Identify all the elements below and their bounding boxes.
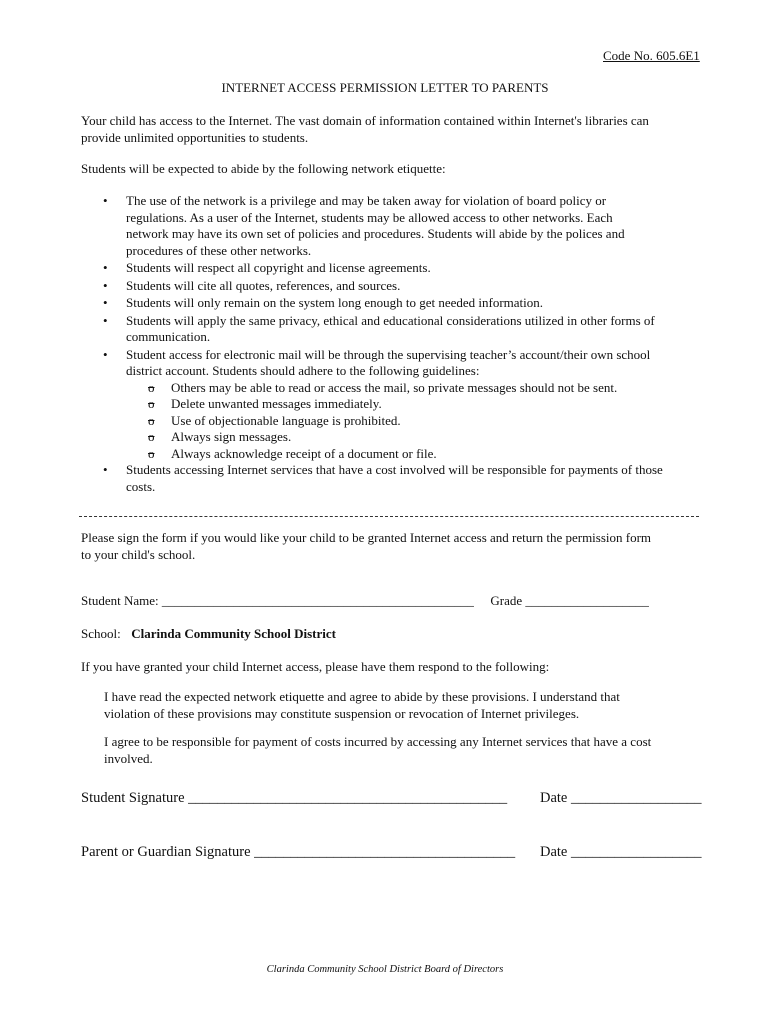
footer-text: Clarinda Community School District Board of Directors — [266, 964, 504, 975]
list-item: • Students will apply the same privacy, ethical and educational considerations utilized in other forms of communication. — [103, 312, 655, 344]
bullet-icon: • — [103, 346, 108, 362]
respond-lead: If you have granted your child Internet access, please have them respond to the following: — [81, 659, 550, 674]
parent-date-field[interactable]: Date __________________ — [540, 844, 702, 860]
agreement-costs: I agree to be responsible for payment of costs incurred by accessing any Internet services that have a cost involved. — [104, 734, 652, 766]
sub-bullet-icon: o — [148, 445, 155, 461]
list-item: • Students accessing Internet services that have a cost involved will be responsible for payments of those costs. — [103, 462, 663, 494]
bullet-icon: • — [103, 277, 108, 293]
sub-bullet-icon: o — [148, 412, 155, 428]
student-signature-field[interactable]: Student Signature ____________________________________________ — [81, 790, 508, 806]
bullet-icon: • — [103, 462, 108, 477]
school-label: School: — [81, 626, 121, 641]
list-item: • Students will respect all copyright and license agreements. — [103, 260, 431, 275]
bullet-icon: • — [103, 260, 108, 275]
grade-field[interactable]: Grade ___________________ — [490, 593, 649, 608]
sub-bullet-icon: o — [148, 396, 155, 411]
list-item: • Students will only remain on the system long enough to get needed information. — [103, 295, 544, 310]
list-item: • Students will cite all quotes, references, and sources. — [103, 277, 401, 293]
bullet-icon: • — [103, 295, 108, 310]
document-title: INTERNET ACCESS PERMISSION LETTER TO PARENTS — [221, 80, 549, 95]
bullet-icon: • — [103, 193, 108, 208]
student-date-field[interactable]: Date __________________ — [540, 790, 702, 806]
student-name-row — [81, 593, 649, 610]
sub-list-item: o Delete unwanted messages immediately. — [148, 396, 382, 411]
cut-line-divider — [79, 516, 699, 517]
code-number: Code No. 605.6E1 — [603, 48, 700, 63]
sub-list-item: o Always sign messages. — [148, 429, 292, 444]
etiquette-lead: Students will be expected to abide by the following network etiquette: — [81, 161, 446, 176]
list-item: • The use of the network is a privilege and may be taken away for violation of board policy or regulations. As a user of the Internet, students may be allowed access to other networks. Each network may have its own set of policies and procedures. Students will abide by the polices and procedures of these other networks. — [103, 193, 625, 258]
sub-list-item: o Always acknowledge receipt of a document or file. — [148, 445, 437, 461]
list-item: • Student access for electronic mail will be through the supervising teacher’s account/their own school district account. Students should adhere to the following guidelines: — [103, 346, 651, 378]
sub-bullet-icon: o — [148, 379, 155, 395]
agreement-etiquette: I have read the expected network etiquette and agree to abide by these provisions. I understand that violation of these provisions may constitute suspension or revocation of Internet privileges. — [104, 689, 620, 721]
parent-signature-field[interactable]: Parent or Guardian Signature ____________________________________ — [81, 844, 516, 860]
bullet-icon: • — [103, 312, 108, 328]
sub-bullet-icon: o — [148, 429, 155, 444]
form-instruction: Please sign the form if you would like your child to be granted Internet access and return the permission form to your child's school. — [81, 530, 652, 562]
sub-list-item: o Use of objectionable language is prohibited. — [148, 412, 401, 428]
school-name: Clarinda Community School District — [131, 626, 336, 641]
school-row — [81, 626, 336, 643]
student-name-field[interactable]: Student Name: ________________________________________________ — [81, 593, 474, 608]
intro-paragraph: Your child has access to the Internet. The vast domain of information contained within Internet's libraries can provide unlimited opportunities to students. — [81, 113, 649, 145]
etiquette-list — [81, 193, 721, 495]
sub-list-item: o Others may be able to read or access the mail, so private messages should not be sent. — [148, 379, 618, 395]
